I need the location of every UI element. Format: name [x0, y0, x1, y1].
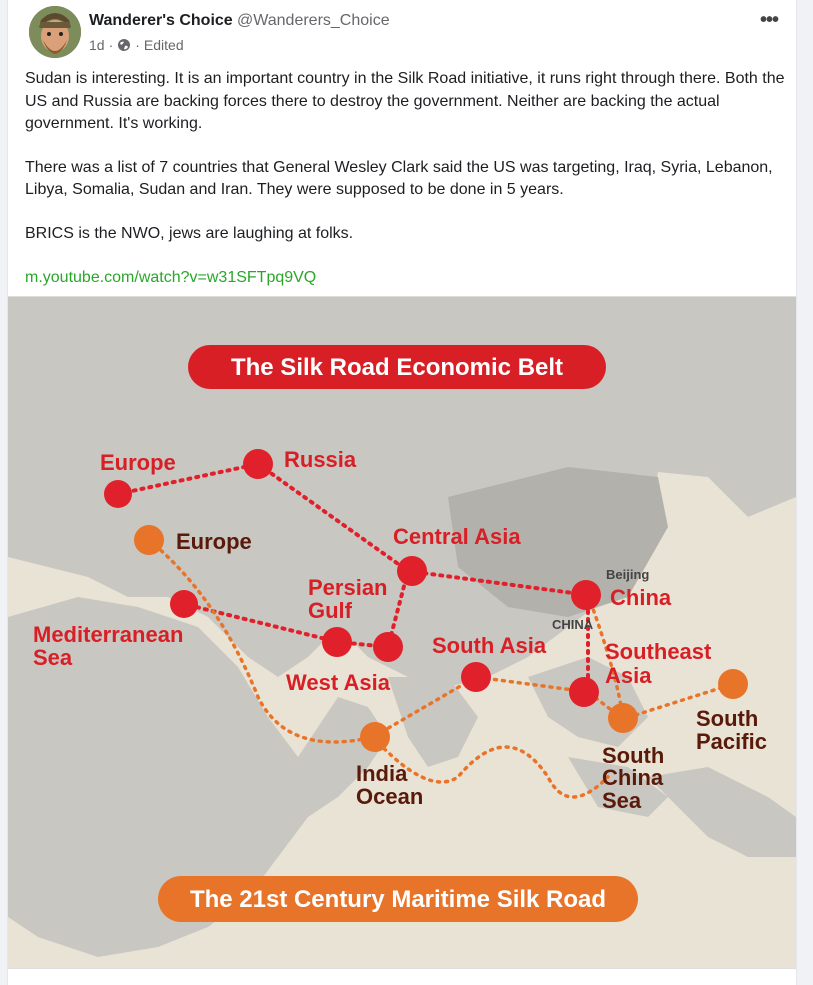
post-paragraph: There was a list of 7 countries that General Wesley Clark said the US was targeting, Iraq, Syria, Lebanon, Libya, Somalia, Sudan and Iran. They were supposed to be done in 5 years. — [25, 158, 773, 198]
bottom-banner-title: The 21st Century Maritime Silk Road — [189, 886, 607, 913]
label-europe-sea: Europe — [176, 529, 252, 554]
author-handle[interactable]: @Wanderers_Choice — [237, 12, 390, 29]
author-avatar[interactable] — [29, 6, 81, 58]
label-south-pacific: Pacific — [696, 729, 767, 754]
label-persian-gulf: Gulf — [308, 598, 352, 623]
label-mediterranean: Sea — [33, 645, 73, 670]
label-south-asia: South Asia — [432, 633, 547, 658]
post-paragraph: BRICS is the NWO, jews are laughing at folks. — [25, 224, 354, 242]
author-name[interactable]: Wanderer's Choice — [89, 12, 233, 29]
more-options-icon[interactable]: ••• — [759, 9, 778, 31]
label-south-china-sea: South — [602, 743, 665, 768]
meta-separator: · — [135, 37, 140, 53]
youtube-link[interactable]: m.youtube.com/watch?v=w31SFTpq9VQ — [25, 269, 317, 286]
globe-icon — [117, 38, 131, 52]
label-beijing: Beijing — [606, 567, 650, 582]
label-persian-gulf: Persian — [308, 575, 388, 600]
label-china-map: CHINA — [552, 617, 594, 632]
label-southeast-asia: Asia — [605, 663, 652, 688]
label-west-asia: West Asia — [286, 670, 390, 695]
label-russia: Russia — [284, 447, 357, 472]
top-banner-title: The Silk Road Economic Belt — [230, 354, 564, 381]
label-southeast-asia: Southeast — [605, 639, 712, 664]
post-paragraph: Sudan is interesting. It is an important country in the Silk Road initiative, it runs right through there. Both the US and Russia are backing forces there to destroy the government. Neither are backing the actual government. It's working. — [25, 70, 785, 132]
post-meta — [89, 37, 184, 53]
label-south-pacific: South — [696, 706, 759, 731]
label-europe-land: Europe — [100, 450, 176, 475]
meta-separator: · — [108, 37, 114, 53]
label-central-asia: Central Asia — [393, 524, 521, 549]
label-india-ocean: India — [356, 761, 408, 786]
post-card — [7, 0, 797, 985]
post-body — [25, 68, 785, 266]
post-time[interactable]: 1d — [89, 37, 105, 53]
label-mediterranean: Mediterranean — [33, 622, 184, 647]
label-south-china-sea: Sea — [602, 788, 642, 813]
label-south-china-sea: China — [602, 765, 664, 790]
silk-road-map-image[interactable] — [8, 296, 796, 969]
edited-label[interactable]: Edited — [143, 37, 184, 53]
label-india-ocean: Ocean — [356, 784, 424, 809]
label-china: China — [610, 585, 672, 610]
